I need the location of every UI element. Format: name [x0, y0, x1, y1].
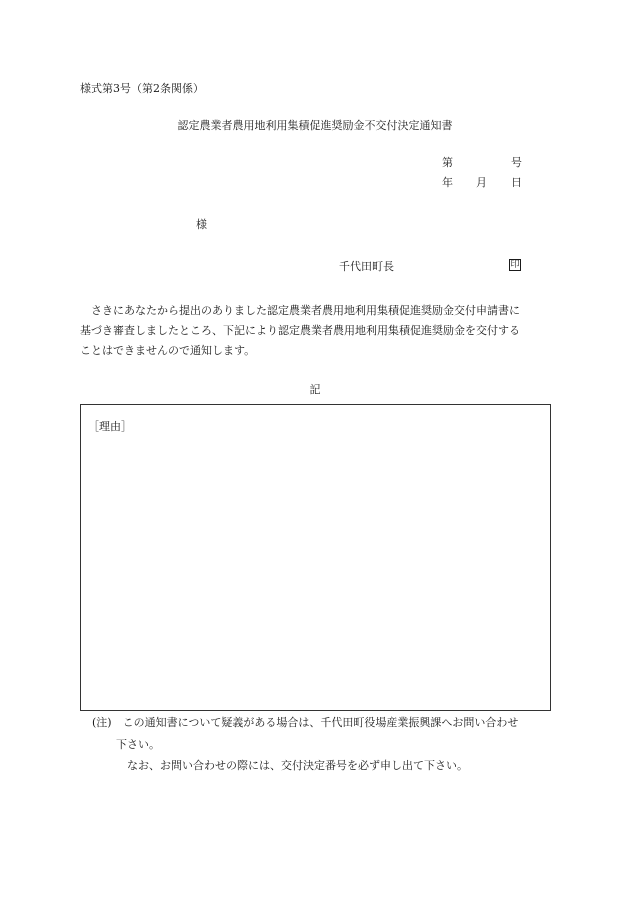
notice-body-line: ことはできませんので通知します。	[80, 344, 256, 357]
notice-body-line: さきにあなたから提出のありました認定農業者農用地利用集積促進奨励金交付申請書に	[91, 304, 520, 317]
notice-body	[80, 301, 550, 361]
recipient-honorific: 様	[196, 218, 207, 231]
document-title: 認定農業者農用地利用集積促進奨励金不交付決定通知書	[177, 119, 453, 132]
reason-box	[80, 404, 551, 711]
note-line: (注) この通知書について疑義がある場合は、千代田町役場産業振興課へお問い合わせ	[92, 716, 519, 729]
reason-label: ［理由］	[88, 420, 132, 433]
note-line: 下さい。	[116, 738, 160, 751]
date-year-label: 年	[442, 176, 453, 189]
form-number: 様式第3号（第2条関係）	[80, 82, 204, 95]
ki-heading: 記	[309, 383, 321, 396]
note-line: なお、お問い合わせの際には、交付決定番号を必ず申し出て下さい。	[127, 759, 468, 772]
date-day-label: 日	[511, 176, 522, 189]
date-month-label: 月	[476, 176, 487, 189]
number-dai-label: 第	[442, 156, 453, 169]
number-go-label: 号	[511, 156, 522, 169]
seal-stamp-box: 印	[510, 259, 520, 270]
notice-body-line: 基づき審査しましたところ、下記により認定農業者農用地利用集積促進奨励金を交付する	[80, 324, 520, 337]
issuer-name: 千代田町長	[339, 260, 394, 273]
